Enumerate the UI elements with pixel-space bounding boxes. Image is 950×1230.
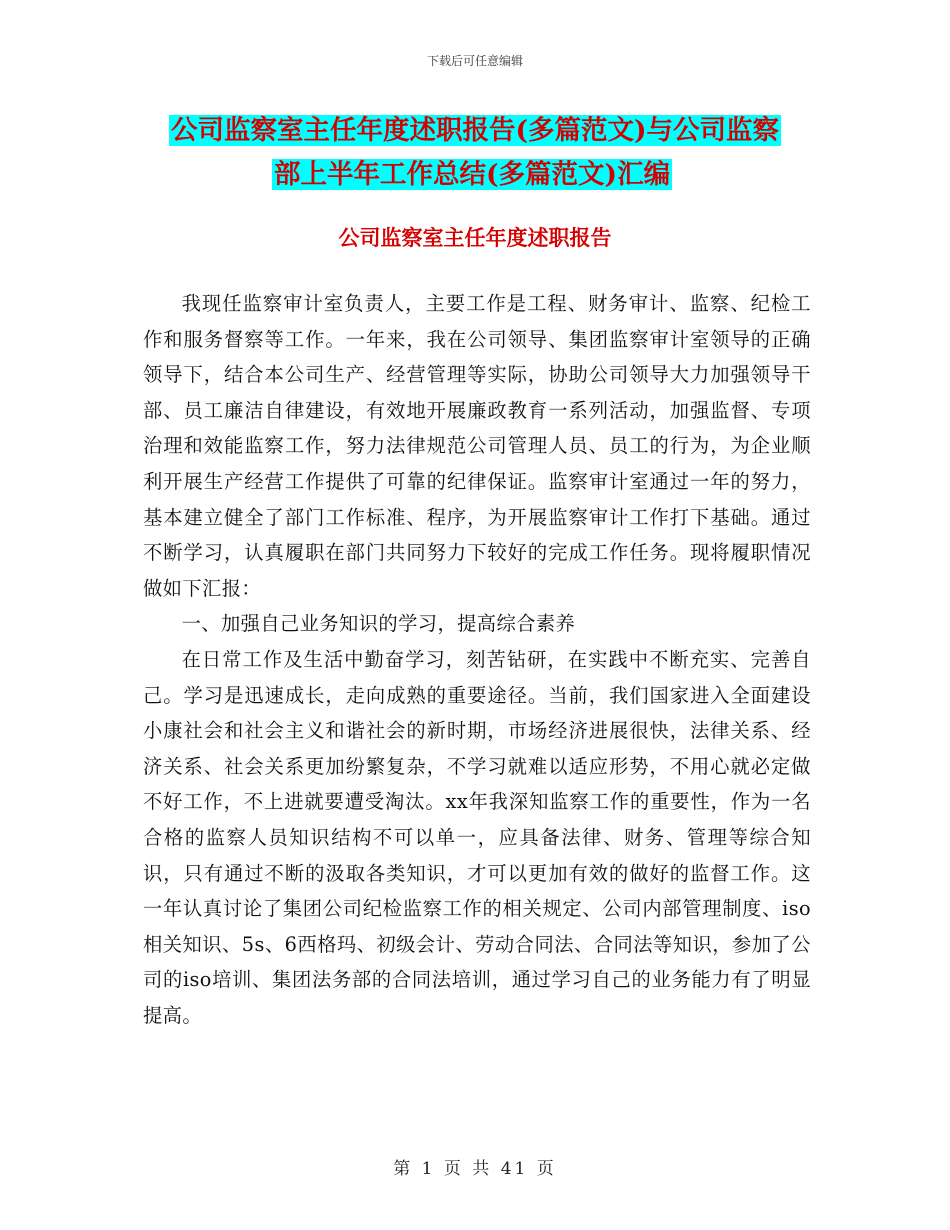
- paragraph-heading: 一、加强自己业务知识的学习，提高综合素养: [181, 612, 576, 636]
- header-note: 下载后可任意编辑: [426, 54, 523, 68]
- page-indicator: 第 1 页 共 41 页: [393, 1159, 557, 1179]
- paragraph-intro: 我现任监察审计室负责人，主要工作是工程、财务审计、监察、纪检工作和服务督察等工作。一年来，我在公司领导、集团监察审计室领导的正确领导下，结合本公司生产、经营管理等实际，协助公司领导大力加强领导干部、员工廉洁自律建设，有效地开展廉政教育一系列活动，加强监督、专项治理和效能监察工作，努力法律规范公司管理人员、员工的行为，为企业顺利开展生产经营工作提供了可靠的纪律保证。监察审计室通过一年的努力，基本建立健全了部门工作标准、程序，为开展监察审计工作打下基础。通过不断学习，认真履职在部门共同努力下较好的完成工作任务。现将履职情况做如下汇报：: [143, 292, 811, 600]
- document-body: [143, 286, 811, 1033]
- document-title-line-2: 部上半年工作总结(多篇范文)汇编: [274, 159, 671, 190]
- document-title-line-1: 公司监察室主任年度述职报告(多篇范文)与公司监察: [170, 115, 780, 146]
- section-title: 公司监察室主任年度述职报告: [338, 225, 612, 250]
- paragraph-study: 在日常工作及生活中勤奋学习，刻苦钻研，在实践中不断充实、完善自己。学习是迅速成长，走向成熟的重要途径。当前，我们国家进入全面建设小康社会和社会主义和谐社会的新时期，市场经济进展很快，法律关系、经济关系、社会关系更加纷繁复杂，不学习就难以适应形势，不用心就必定做不好工作，不上进就要遭受淘汰。xx年我深知监察工作的重要性，作为一名合格的监察人员知识结构不可以单一，应具备法律、财务、管理等综合知识，只有通过不断的汲取各类知识，才可以更加有效的做好的监督工作。这一年认真讨论了集团公司纪检监察工作的相关规定、公司内部管理制度、iso相关知识、5s、6西格玛、初级会计、劳动合同法、合同法等知识，参加了公司的iso培训、集团法务部的合同法培训，通过学习自己的业务能力有了明显提高。: [143, 647, 811, 1027]
